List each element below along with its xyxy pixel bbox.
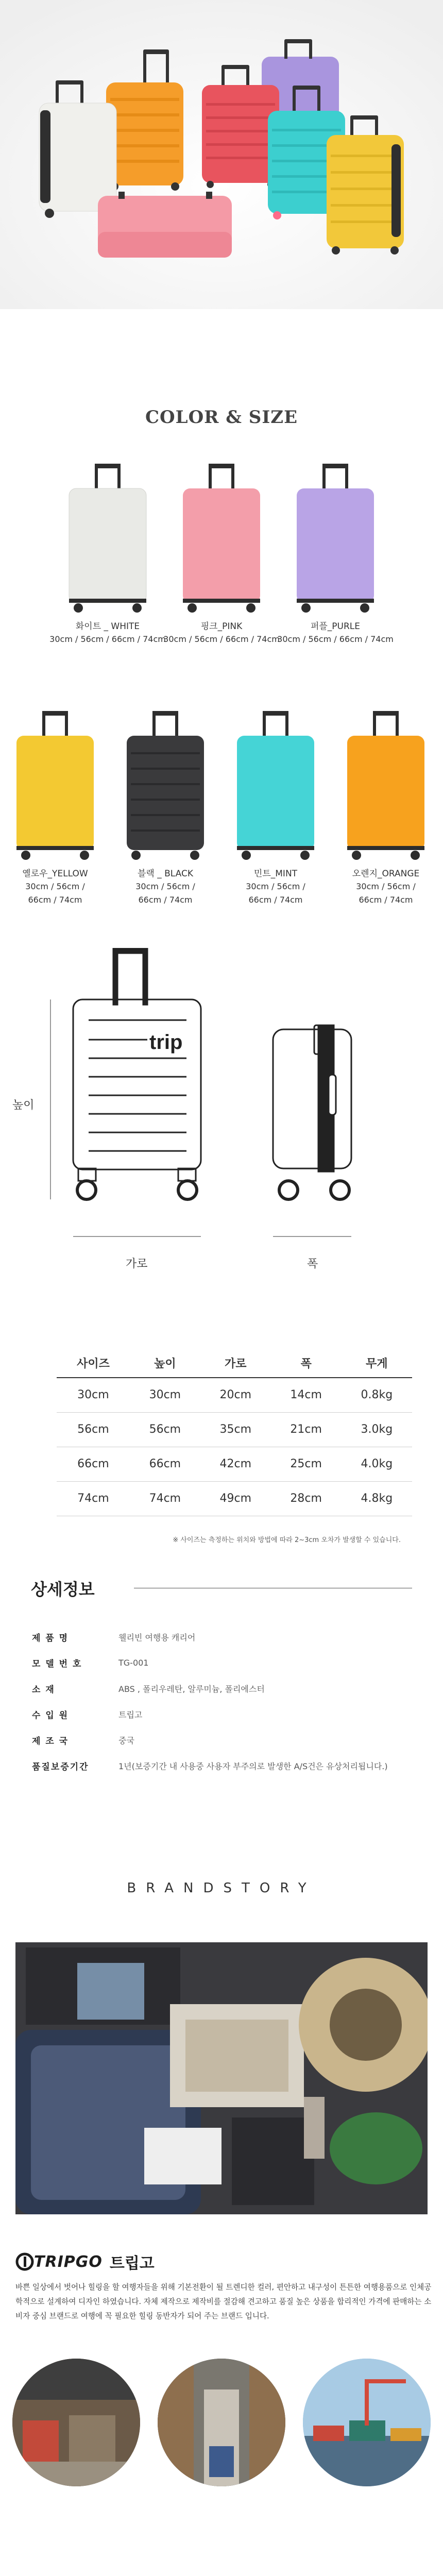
swatch-yellow[interactable]	[6, 711, 104, 907]
brand-intro	[0, 2214, 443, 2359]
swatch-sizes-line1: 30cm / 56cm /	[246, 882, 305, 891]
cell: 0.8kg	[342, 1378, 412, 1412]
luggage-pink-icon	[162, 464, 281, 613]
front-view	[73, 948, 201, 1199]
dimension-drawing	[0, 948, 443, 1309]
cell: 4.0kg	[342, 1447, 412, 1481]
detail-value: 1년(보증기간 내 사용중 사용자 부주의로 발생한 A/S건은 유상처리됩니다.)	[118, 1761, 388, 1771]
cell: 74cm	[57, 1481, 130, 1516]
brand-photo-circles	[0, 2359, 443, 2538]
swatch-label: 오렌지_ORANGE	[352, 869, 420, 879]
swatch-sizes: 30cm / 56cm / 66cm / 74cm	[49, 634, 166, 644]
swatch-pink[interactable]	[162, 464, 281, 646]
photo-circle-factory	[12, 2359, 140, 2486]
detail-row	[32, 1675, 388, 1701]
cell: 4.8kg	[342, 1481, 412, 1516]
brandstory-section	[0, 1865, 443, 2538]
cell: 74cm	[130, 1481, 200, 1516]
swatch-mint[interactable]	[227, 711, 325, 907]
detail-value: TG-001	[118, 1657, 149, 1668]
swatch-sizes-line1: 30cm / 56cm /	[356, 882, 416, 891]
luggage-white-icon	[48, 464, 167, 613]
table-row	[57, 1412, 412, 1447]
detail-rows	[32, 1624, 388, 1778]
swatch-sizes-line1: 30cm / 56cm /	[135, 882, 195, 891]
swatch-purple[interactable]	[276, 464, 395, 646]
warehouse-photo	[158, 2359, 285, 2486]
table-row	[57, 1378, 412, 1412]
hero-image	[0, 0, 443, 309]
swatch-label: 화이트 _ WHITE	[75, 621, 140, 632]
hero-luggage-illustration	[0, 0, 443, 309]
swatch-sizes: 30cm / 56cm / 66cm / 74cm	[277, 634, 394, 644]
col-weight: 무게	[342, 1350, 412, 1378]
detail-row	[32, 1624, 388, 1650]
dimension-diagram	[0, 948, 443, 1350]
hero-case-pink	[98, 192, 232, 258]
side-view	[273, 1025, 351, 1199]
table-row	[57, 1447, 412, 1481]
table-row	[57, 1481, 412, 1516]
col-width: 가로	[200, 1350, 271, 1378]
detail-key: 품질보증기간	[32, 1761, 89, 1772]
cell: 56cm	[57, 1412, 130, 1447]
cell: 66cm	[130, 1447, 200, 1481]
diagram-brand-text: trip	[149, 1031, 183, 1054]
tripgo-logo-icon	[15, 2252, 34, 2271]
cell: 21cm	[271, 1412, 342, 1447]
swatch-sizes-line1: 30cm / 56cm /	[25, 882, 85, 891]
detail-value: 중국	[118, 1735, 134, 1745]
brandstory-photo	[15, 1942, 428, 2214]
detail-value: ABS , 폴리우레탄, 알루미늄, 폴리에스터	[118, 1684, 265, 1694]
luggage-mint-icon	[227, 711, 325, 860]
brand-logo-text: TRIPGO	[34, 2252, 103, 2271]
swatch-white[interactable]	[48, 464, 167, 646]
detail-value: 웰리빈 여행용 캐리어	[118, 1632, 196, 1642]
cell: 30cm	[130, 1378, 200, 1412]
size-table-section	[0, 1350, 443, 1566]
brand-description: 바쁜 일상에서 벗어나 힐링을 할 여행자들을 위해 기본전환이 될 트렌디한 컬러, 편안하고 내구성이 튼튼한 여행용품으로 인체공학적으로 설계하여 디자인 하였습니다. 자체 제작으로 제작비를 절감해 견고하고 품질 높은 상품을 합리적인 가격에 판매하는 소비자 중심 브랜드로 여행에 꼭 필요한 힐링 동반자가 되어 주는 브랜드 입니다.	[15, 2283, 432, 2320]
cell: 20cm	[200, 1378, 271, 1412]
swatch-sizes-line2: 66cm / 74cm	[138, 895, 193, 905]
travel-flatlay-image	[15, 1942, 428, 2214]
luggage-orange-icon	[337, 711, 435, 860]
cell: 25cm	[271, 1447, 342, 1481]
swatch-label: 옐로우_YELLOW	[22, 869, 88, 879]
photo-circle-warehouse	[158, 2359, 285, 2486]
swatch-sizes-line2: 66cm / 74cm	[28, 895, 82, 905]
table-header-row	[57, 1350, 412, 1378]
detail-row	[32, 1650, 388, 1675]
luggage-purple-icon	[276, 464, 395, 613]
color-size-section	[0, 309, 443, 948]
luggage-black-icon	[116, 711, 214, 860]
factory-photo	[12, 2359, 140, 2486]
cell: 3.0kg	[342, 1412, 412, 1447]
col-depth: 폭	[271, 1350, 342, 1378]
swatch-sizes-line2: 66cm / 74cm	[359, 895, 413, 905]
hero-case-yellow	[327, 115, 404, 255]
brandstory-title: BRANDSTORY	[127, 1880, 316, 1896]
swatch-label: 핑크_PINK	[200, 621, 243, 632]
cell: 28cm	[271, 1481, 342, 1516]
swatch-orange[interactable]	[337, 711, 435, 907]
luggage-yellow-icon	[6, 711, 104, 860]
cell: 35cm	[200, 1412, 271, 1447]
detail-key: 소 재	[32, 1684, 55, 1695]
cell: 49cm	[200, 1481, 271, 1516]
port-photo	[303, 2359, 431, 2486]
detail-key: 제 품 명	[32, 1633, 69, 1643]
brand-korean-name: 트립고	[109, 2255, 155, 2273]
depth-label: 폭	[307, 1258, 318, 1270]
size-table	[57, 1350, 412, 1516]
col-height: 높이	[130, 1350, 200, 1378]
cell: 14cm	[271, 1378, 342, 1412]
size-note: ※ 사이즈는 측정하는 위치와 방법에 따라 2~3cm 오차가 발생할 수 있습니다.	[173, 1536, 401, 1544]
cell: 30cm	[57, 1378, 130, 1412]
detail-row	[32, 1753, 388, 1778]
cell: 66cm	[57, 1447, 130, 1481]
swatch-sizes: 30cm / 56cm / 66cm / 74cm	[163, 634, 280, 644]
detail-row	[32, 1701, 388, 1727]
swatch-sizes-line2: 66cm / 74cm	[248, 895, 303, 905]
detail-key: 수 입 원	[32, 1710, 69, 1721]
swatch-black[interactable]	[116, 711, 214, 907]
cell: 56cm	[130, 1412, 200, 1447]
swatch-label: 블랙 _ BLACK	[137, 869, 194, 879]
detail-value: 트립고	[118, 1709, 143, 1720]
swatch-label: 민트_MINT	[253, 869, 298, 879]
swatch-row-2	[0, 711, 443, 948]
width-label: 가로	[126, 1258, 148, 1270]
detail-info-section	[0, 1566, 443, 1865]
height-label: 높이	[12, 1099, 35, 1112]
detail-key: 모 델 번 호	[32, 1658, 82, 1669]
detail-key: 제 조 국	[32, 1736, 69, 1747]
color-size-title: COLOR & SIZE	[145, 407, 298, 428]
col-size: 사이즈	[57, 1350, 130, 1378]
detail-title: 상세정보	[31, 1580, 95, 1599]
swatch-label: 퍼플_PURLE	[310, 621, 361, 632]
brand-logo	[15, 2250, 155, 2273]
cell: 42cm	[200, 1447, 271, 1481]
swatch-row-1	[0, 464, 443, 711]
detail-row	[32, 1727, 388, 1753]
photo-circle-port	[303, 2359, 431, 2486]
